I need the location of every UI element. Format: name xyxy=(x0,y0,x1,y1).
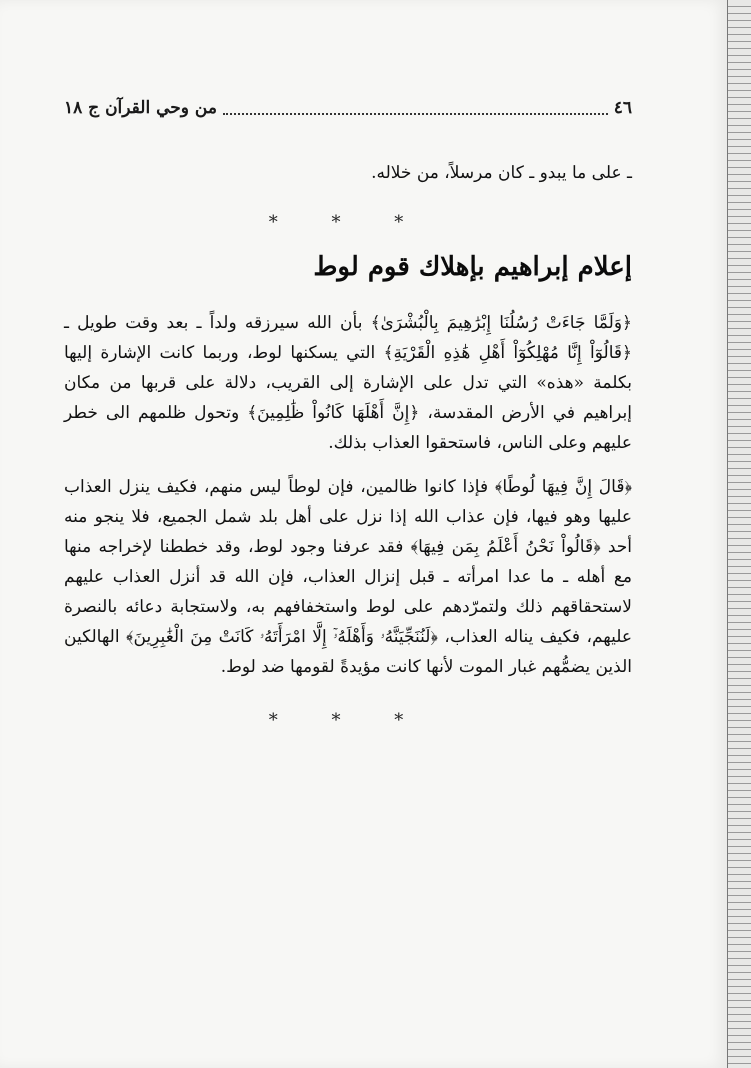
paragraph-2: ﴿قَالَ إِنَّ فِيهَا لُوطًا﴾ فإذا كانوا ظالمين، فإن لوطاً ليس منهم، فكيف ينزل العذاب عليها وهو فيها، فإن عذاب الله إذا نزل على أهل بلد شمل الجميع، فلا ينجو منه أحد ﴿قَالُواْ نَحْنُ أَعْلَمُ بِمَن فِيهَا﴾ فقد عرفنا وجود لوط، وقد خططنا لإخراجه منها مع أهله ـ ما عدا امرأته ـ قبل إنزال العذاب، فإن الله قد أنزل العذاب عليهم لاستحقاقهم ذلك ولتمرّدهم على لوط واستخفافهم به، ولاستجابة دعائه بالنصرة عليهم، فكيف يناله العذاب، ﴿لَنُنَجِّيَنَّهُۥ وَأَهْلَهُۥٓ إِلَّا امْرَأَتَهُۥ كَانَتْ مِنَ الْغَٰبِرِينَ﴾ الهالكين الذين يضمُّهم غبار الموت لأنها كانت مؤيدةً لقومها ضد لوط. xyxy=(64,477,632,677)
book-page-edge xyxy=(727,0,751,1068)
page-number: ٤٦ xyxy=(613,98,632,118)
separator-top: * * * xyxy=(268,212,428,233)
running-title: من وحي القرآن ج ١٨ xyxy=(64,98,217,118)
header-leader-dots xyxy=(223,101,608,115)
intro-line: ـ على ما يبدو ـ كان مرسلاً، من خلاله. xyxy=(371,163,632,183)
section-heading: إعلام إبراهيم بإهلاك قوم لوط xyxy=(313,252,632,282)
separator-bottom: * * * xyxy=(268,710,428,731)
page-content xyxy=(64,158,632,736)
page-header xyxy=(64,96,632,120)
paragraph-1: ﴿وَلَمَّا جَاءَتْ رُسُلُنَا إِبْرَٰهِيمَ بِالْبُشْرَىٰ﴾ بأن الله سيرزقه ولداً ـ بعد وقت طويل ـ ﴿قَالُوٓاْ إِنَّا مُهْلِكُوٓاْ أَهْلِ هَٰذِهِ الْقَرْيَةِ﴾ التي يسكنها لوط، وربما كانت الإشارة إليها بكلمة «هذه» التي تدل على الإشارة إلى القريب، دلالة على قربها من مكان إبراهيم في الأرض المقدسة، ﴿إِنَّ أَهْلَهَا كَانُواْ ظَٰلِمِينَ﴾ وتحول ظلمهم الى خطر عليهم وعلى الناس، فاستحقوا العذاب بذلك. xyxy=(64,313,632,453)
